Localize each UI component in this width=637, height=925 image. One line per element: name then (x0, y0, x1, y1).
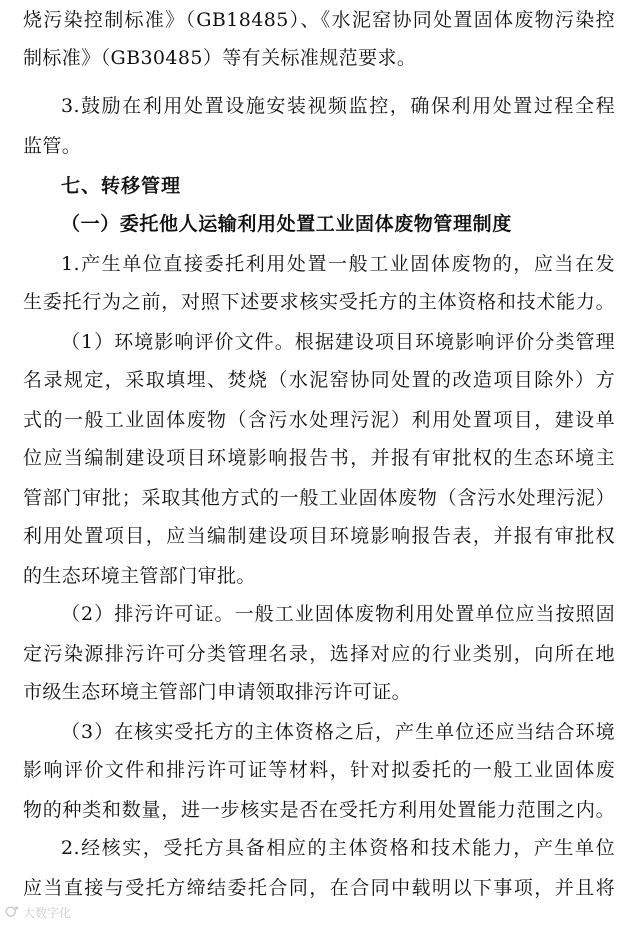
subsection-heading: （一）委托他人运输利用处置工业固体废物管理制度 (61, 213, 512, 235)
text-line: 定污染源排污许可分类管理名录，选择对应的行业类别，向所在地 (23, 643, 615, 665)
text-line: 烧污染控制标准》（GB18485）、《水泥窑协同处置固体废物污染控 (23, 9, 615, 31)
text-line: 2.经核实，受托方具备相应的主体资格和技术能力，产生单位 (61, 837, 615, 859)
text-line: 应当直接与受托方缔结委托合同，在合同中载明以下事项，并且将 (23, 877, 615, 899)
watermark-logo-icon (4, 905, 20, 919)
watermark (4, 902, 71, 922)
text-line: 影响评价文件和排污许可证等材料，针对拟委托的一般工业固体废 (23, 759, 615, 781)
text-line: （3）在核实受托方的主体资格之后，产生单位还应当结合环境 (61, 721, 615, 743)
text-line: 3.鼓励在利用处置设施安装视频监控，确保利用处置过程全程 (61, 95, 615, 117)
text-line: 名录规定，采取填埋、焚烧（水泥窑协同处置的改造项目除外）方 (23, 369, 615, 391)
text-line: 监管。 (23, 135, 82, 157)
text-line: 制标准》（GB30485）等有关标准规范要求。 (23, 47, 417, 69)
text-line: （1）环境影响评价文件。根据建设项目环境影响评价分类管理 (61, 331, 615, 353)
text-line: 的生态环境主管部门审批。 (23, 565, 256, 587)
text-line: （2）排污许可证。一般工业固体废物利用处置单位应当按照固 (61, 603, 615, 625)
text-line: 1.产生单位直接委托利用处置一般工业固体废物的，应当在发 (61, 253, 615, 275)
text-line: 管部门审批；采取其他方式的一般工业固体废物（含污水处理污泥） (23, 487, 615, 509)
text-line: 物的种类和数量，进一步核实是否在受托方利用处置能力范围之内。 (23, 799, 615, 821)
text-line: 市级生态环境主管部门申请领取排污许可证。 (23, 681, 412, 703)
watermark-text: 大数字化 (23, 905, 72, 920)
section-heading: 七、转移管理 (61, 175, 182, 197)
text-line: 生委托行为之前，对照下述要求核实受托方的主体资格和技术能力。 (23, 291, 615, 313)
text-line: 利用处置项目，应当编制建设项目环境影响报告表，并报有审批权 (23, 525, 615, 547)
text-line: 式的一般工业固体废物（含污水处理污泥）利用处置项目，建设单 (23, 409, 615, 431)
text-line: 位应当编制建设项目环境影响报告书，并报有审批权的生态环境主 (23, 447, 615, 469)
